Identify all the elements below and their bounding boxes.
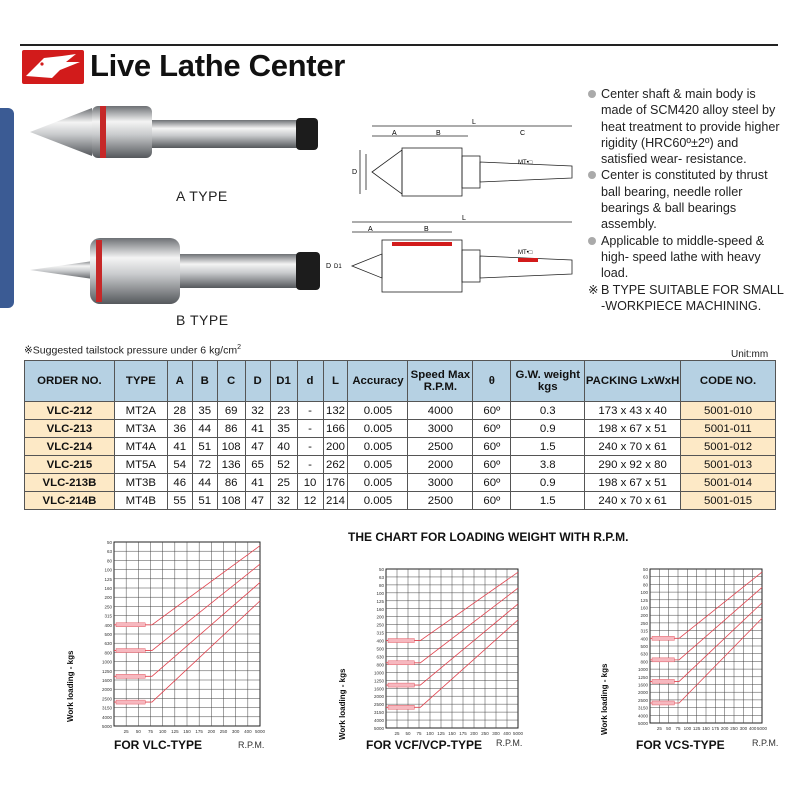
x-tick-label: 250 — [481, 731, 489, 736]
y-axis-label: Work loading - kgs — [338, 668, 347, 740]
table-cell: 35 — [270, 420, 297, 438]
table-cell: 60º — [473, 492, 511, 510]
y-tick-label: 800 — [104, 650, 112, 656]
col-header: D — [245, 361, 270, 402]
chart-caption: FOR VLC-TYPE — [114, 738, 203, 752]
curve-label-box — [652, 679, 674, 683]
table-cell: 28 — [167, 402, 192, 420]
y-tick-label: 1000 — [637, 667, 648, 673]
col-header: G.W. weight kgs — [511, 361, 585, 402]
y-tick-label: 630 — [640, 651, 648, 657]
table-cell: 1.5 — [511, 492, 585, 510]
curve-label-box — [388, 639, 414, 643]
dim-c-label: C — [520, 130, 526, 137]
table-cell: MT4B — [114, 492, 167, 510]
table-cell: 35 — [192, 402, 217, 420]
table-cell: MT4A — [114, 438, 167, 456]
table-cell: 176 — [323, 474, 348, 492]
table-cell: 108 — [217, 438, 245, 456]
y-tick-label: 4000 — [101, 714, 112, 720]
y-tick-label: 500 — [376, 646, 384, 652]
col-header: B — [192, 361, 217, 402]
dim-b-mt-label: MT•□ — [518, 250, 533, 256]
x-tick-label: 75 — [147, 729, 154, 734]
feature-item: Center is constituted by thrust ball bearing, needle roller bearings & ball bearings assembly. — [588, 167, 784, 232]
pressure-note — [24, 344, 241, 357]
y-tick-label: 2000 — [101, 687, 112, 693]
table-cell: 36 — [167, 420, 192, 438]
table-cell: 52 — [270, 456, 297, 474]
dim-b-l-label: L — [462, 215, 466, 222]
x-tick-label: 175 — [711, 726, 720, 731]
table-cell: 166 — [323, 420, 348, 438]
table-cell: 54 — [167, 456, 192, 474]
y-tick-label: 2500 — [373, 702, 384, 708]
vlc-load-chart — [92, 538, 264, 738]
table-cell: VLC-214B — [25, 492, 115, 510]
table-cell: 2500 — [408, 438, 473, 456]
feature-note — [588, 282, 784, 315]
y-tick-label: 500 — [640, 644, 648, 649]
table-cell: 12 — [297, 492, 323, 510]
table-cell: 10 — [297, 474, 323, 492]
y-tick-label: 125 — [640, 597, 648, 603]
y-tick-label: 200 — [104, 595, 112, 601]
table-cell: MT2A — [114, 402, 167, 420]
table-cell: 47 — [245, 492, 270, 510]
dim-mt-label: MT•□ — [518, 160, 533, 166]
x-tick-label: 50 — [666, 726, 672, 731]
x-tick-label: 75 — [416, 731, 422, 736]
table-cell: 1.5 — [511, 438, 585, 456]
chart-caption: FOR VCF/VCP-TYPE — [366, 738, 483, 752]
x-tick-label: 200 — [720, 726, 729, 731]
table-cell: 51 — [192, 438, 217, 456]
curve-label-box — [116, 623, 145, 627]
x-tick-label: 100 — [683, 726, 692, 731]
unit-label: Unit:mm — [731, 349, 769, 360]
y-tick-label: 315 — [104, 613, 112, 619]
curve-label-box — [116, 674, 145, 678]
table-cell: 0.005 — [348, 402, 408, 420]
side-tab — [0, 108, 14, 308]
table-cell: - — [297, 402, 323, 420]
x-tick-label: 125 — [171, 729, 179, 734]
y-tick-label: 3150 — [373, 710, 384, 716]
y-tick-label: 5000 — [637, 721, 648, 726]
pressure-text: ※Suggested tailstock pressure under 6 kg/cm — [24, 344, 238, 357]
table-cell: - — [297, 456, 323, 474]
x-tick-label: 150 — [183, 729, 191, 734]
table-cell: 60º — [473, 438, 511, 456]
table-cell: 25 — [270, 474, 297, 492]
table-cell: 55 — [167, 492, 192, 510]
header-rule — [20, 44, 778, 46]
b-type-label: B TYPE — [176, 312, 229, 328]
x-tick-label: 300 — [739, 726, 748, 731]
x-tick-label: 200 — [470, 731, 478, 736]
x-tick-label: 175 — [459, 731, 467, 736]
table-cell: VLC-213 — [25, 420, 115, 438]
y-tick-label: 100 — [104, 567, 112, 573]
dim-b-d-label: D — [326, 263, 332, 270]
x-tick-label: 250 — [730, 726, 738, 731]
y-tick-label: 80 — [106, 558, 112, 564]
col-header: A — [167, 361, 192, 402]
y-axis-label: Work loading - kgs — [66, 650, 75, 722]
x-tick-label: 300 — [231, 729, 240, 734]
table-row — [25, 402, 776, 420]
x-tick-label: 25 — [123, 729, 129, 734]
vcf-vcp-load-chart — [362, 565, 522, 740]
rpm-label: R.P.M. — [752, 738, 779, 748]
curve-label-box — [116, 700, 145, 704]
col-header: d — [297, 361, 323, 402]
y-tick-label: 1250 — [373, 678, 384, 684]
vcs-load-chart — [626, 565, 766, 735]
table-cell: MT5A — [114, 456, 167, 474]
table-cell: 46 — [167, 474, 192, 492]
y-tick-label: 63 — [106, 549, 112, 555]
table-cell: 60º — [473, 420, 511, 438]
y-tick-label: 5000 — [101, 724, 112, 729]
table-cell: 240 x 70 x 61 — [585, 492, 681, 510]
y-tick-label: 1000 — [373, 670, 384, 676]
y-tick-label: 3150 — [101, 705, 112, 711]
table-cell: 0.005 — [348, 474, 408, 492]
table-cell: 0.3 — [511, 402, 585, 420]
dim-l-label: L — [472, 119, 476, 126]
table-cell: MT3B — [114, 474, 167, 492]
curve-label-box — [652, 658, 674, 662]
curve-label-box — [116, 649, 145, 653]
feature-list — [588, 86, 784, 314]
x-tick-label: 150 — [702, 726, 710, 731]
table-cell: 5001-014 — [681, 474, 776, 492]
y-tick-label: 2500 — [637, 697, 648, 703]
col-header: C — [217, 361, 245, 402]
table-cell: 60º — [473, 402, 511, 420]
y-axis-label: Work loading - kgs — [600, 663, 609, 735]
table-cell: 47 — [245, 438, 270, 456]
a-type-label: A TYPE — [176, 188, 228, 204]
x-tick-label: 50 — [135, 729, 141, 734]
y-tick-label: 1600 — [373, 686, 384, 692]
table-cell: 132 — [323, 402, 348, 420]
y-tick-label: 160 — [640, 605, 648, 611]
a-type-product-image — [30, 100, 330, 190]
curve-label-box — [388, 683, 414, 687]
table-row — [25, 456, 776, 474]
y-tick-label: 100 — [640, 590, 648, 596]
y-tick-label: 1600 — [101, 678, 112, 683]
x-tick-label: 100 — [158, 729, 167, 734]
y-tick-label: 400 — [376, 638, 384, 644]
y-tick-label: 1250 — [101, 668, 112, 674]
dim-a-label: A — [392, 130, 397, 137]
y-tick-label: 630 — [104, 641, 112, 647]
table-cell: - — [297, 438, 323, 456]
y-tick-label: 3150 — [637, 705, 648, 711]
y-tick-label: 2000 — [373, 694, 384, 700]
y-tick-label: 800 — [376, 662, 384, 668]
col-header: D1 — [270, 361, 297, 402]
x-tick-label: 200 — [207, 729, 216, 734]
table-cell: 60º — [473, 474, 511, 492]
x-tick-label: 300 — [492, 731, 500, 736]
table-cell: 44 — [192, 420, 217, 438]
col-header: L — [323, 361, 348, 402]
curve-label-box — [388, 705, 414, 709]
rpm-label: R.P.M. — [496, 738, 523, 748]
feature-item: Center shaft & main body is made of SCM420 alloy steel by heat treatment to provide higher rigidity (HRC60º±2º) and satisfied wear- resistance. — [588, 86, 784, 167]
y-tick-label: 63 — [642, 574, 648, 580]
table-cell: 51 — [192, 492, 217, 510]
y-tick-label: 2000 — [637, 690, 648, 696]
col-header: PACKING LxWxH — [585, 361, 681, 402]
y-tick-label: 63 — [378, 574, 384, 580]
table-cell: 4000 — [408, 402, 473, 420]
dim-b-d1-label: D1 — [334, 264, 342, 270]
y-tick-label: 2500 — [101, 696, 112, 702]
y-tick-label: 1250 — [637, 674, 648, 680]
col-header: θ — [473, 361, 511, 402]
table-cell: 108 — [217, 492, 245, 510]
y-tick-label: 125 — [376, 598, 384, 604]
table-cell: 214 — [323, 492, 348, 510]
table-row — [25, 438, 776, 456]
table-cell: 0.005 — [348, 420, 408, 438]
table-cell: 86 — [217, 474, 245, 492]
table-cell: 41 — [167, 438, 192, 456]
y-tick-label: 200 — [376, 614, 384, 620]
y-tick-label: 800 — [640, 659, 648, 665]
table-cell: 198 x 67 x 51 — [585, 420, 681, 438]
y-tick-label: 100 — [376, 590, 384, 596]
table-cell: - — [297, 420, 323, 438]
dim-b-label: B — [436, 130, 441, 137]
x-tick-label: 400 — [244, 729, 252, 734]
table-cell: VLC-214 — [25, 438, 115, 456]
y-tick-label: 4000 — [637, 713, 648, 719]
table-cell: 2500 — [408, 492, 473, 510]
table-cell: 0.9 — [511, 474, 585, 492]
y-tick-label: 250 — [104, 604, 112, 610]
x-tick-label: 400 — [748, 726, 757, 731]
table-cell: 3.8 — [511, 456, 585, 474]
table-cell: VLC-212 — [25, 402, 115, 420]
chart-caption: FOR VCS-TYPE — [636, 738, 725, 752]
table-cell: 3000 — [408, 420, 473, 438]
table-row — [25, 474, 776, 492]
table-cell: 44 — [192, 474, 217, 492]
y-tick-label: 500 — [104, 632, 112, 637]
y-tick-label: 50 — [378, 567, 384, 572]
y-tick-label: 400 — [104, 622, 112, 628]
x-tick-label: 50 — [405, 731, 411, 736]
table-cell: VLC-213B — [25, 474, 115, 492]
x-tick-label: 400 — [503, 731, 511, 736]
eagle-logo-icon — [22, 50, 84, 84]
table-cell: 32 — [245, 402, 270, 420]
x-tick-label: 250 — [219, 729, 228, 734]
curve-label-box — [652, 701, 674, 705]
table-cell: 0.005 — [348, 438, 408, 456]
table-cell: 40 — [270, 438, 297, 456]
b-type-product-image — [30, 230, 330, 315]
table-cell: 41 — [245, 474, 270, 492]
table-cell: 5001-010 — [681, 402, 776, 420]
spec-table — [24, 360, 776, 510]
y-tick-label: 50 — [642, 567, 648, 572]
y-tick-label: 250 — [376, 622, 384, 628]
x-tick-label: 75 — [675, 726, 681, 731]
y-tick-label: 160 — [104, 586, 112, 591]
table-cell: 2000 — [408, 456, 473, 474]
table-cell: VLC-215 — [25, 456, 115, 474]
y-tick-label: 5000 — [373, 726, 384, 731]
table-cell: 3000 — [408, 474, 473, 492]
pressure-sup: 2 — [237, 344, 241, 351]
y-tick-label: 315 — [376, 630, 384, 636]
y-tick-label: 160 — [376, 606, 384, 612]
dim-b-a-label: A — [368, 226, 373, 233]
col-header: CODE NO. — [681, 361, 776, 402]
y-tick-label: 4000 — [373, 718, 384, 724]
table-cell: 0.005 — [348, 456, 408, 474]
y-tick-label: 1000 — [101, 659, 112, 665]
y-tick-label: 250 — [640, 620, 648, 626]
curve-label-box — [652, 636, 674, 640]
y-tick-label: 200 — [640, 613, 648, 619]
col-header: TYPE — [114, 361, 167, 402]
feature-item: Applicable to middle-speed & high- speed lathe with heavy load. — [588, 233, 784, 282]
table-cell: 5001-013 — [681, 456, 776, 474]
x-tick-label: 175 — [195, 729, 203, 734]
a-type-technical-drawing — [342, 114, 582, 204]
table-cell: 69 — [217, 402, 245, 420]
x-tick-label: 5000 — [756, 726, 768, 731]
y-tick-label: 80 — [378, 582, 384, 588]
x-tick-label: 150 — [448, 731, 456, 736]
table-cell: 5001-015 — [681, 492, 776, 510]
chart-section-title: THE CHART FOR LOADING WEIGHT WITH R.P.M. — [348, 530, 629, 544]
rpm-label: R.P.M. — [238, 740, 265, 750]
table-cell: 5001-012 — [681, 438, 776, 456]
b-type-technical-drawing — [322, 214, 582, 306]
table-cell: 198 x 67 x 51 — [585, 474, 681, 492]
col-header: Speed Max R.P.M. — [408, 361, 473, 402]
page-title: Live Lathe Center — [90, 48, 346, 83]
note-mark: ※ — [588, 282, 599, 297]
y-tick-label: 315 — [640, 628, 648, 634]
table-cell: 60º — [473, 456, 511, 474]
table-row — [25, 420, 776, 438]
table-cell: 173 x 43 x 40 — [585, 402, 681, 420]
y-tick-label: 1600 — [637, 682, 648, 688]
x-tick-label: 125 — [437, 731, 445, 736]
dim-b-b-label: B — [424, 226, 429, 233]
table-cell: 0.9 — [511, 420, 585, 438]
col-header: Accuracy — [348, 361, 408, 402]
x-tick-label: 25 — [394, 731, 400, 736]
curve-label-box — [388, 661, 414, 665]
y-tick-label: 50 — [106, 540, 112, 545]
y-tick-label: 125 — [104, 576, 112, 582]
x-tick-label: 5000 — [512, 731, 524, 736]
table-cell: 262 — [323, 456, 348, 474]
note-text: B TYPE SUITABLE FOR SMALL -WORKPIECE MACHINING. — [601, 282, 784, 313]
table-header-row — [25, 361, 776, 402]
table-cell: 65 — [245, 456, 270, 474]
dim-d-label: D — [352, 169, 358, 176]
y-tick-label: 400 — [640, 636, 648, 642]
table-cell: 290 x 92 x 80 — [585, 456, 681, 474]
table-cell: 136 — [217, 456, 245, 474]
table-cell: 23 — [270, 402, 297, 420]
y-tick-label: 80 — [642, 582, 648, 588]
x-tick-label: 5000 — [254, 729, 266, 734]
col-header: ORDER NO. — [25, 361, 115, 402]
table-cell: 0.005 — [348, 492, 408, 510]
table-cell: 5001-011 — [681, 420, 776, 438]
y-tick-label: 630 — [376, 654, 384, 660]
table-cell: 200 — [323, 438, 348, 456]
table-cell: 72 — [192, 456, 217, 474]
table-cell: 86 — [217, 420, 245, 438]
x-tick-label: 25 — [656, 726, 662, 731]
x-tick-label: 100 — [426, 731, 434, 736]
table-cell: MT3A — [114, 420, 167, 438]
table-row — [25, 492, 776, 510]
table-cell: 41 — [245, 420, 270, 438]
x-tick-label: 125 — [692, 726, 701, 731]
table-cell: 240 x 70 x 61 — [585, 438, 681, 456]
table-cell: 32 — [270, 492, 297, 510]
